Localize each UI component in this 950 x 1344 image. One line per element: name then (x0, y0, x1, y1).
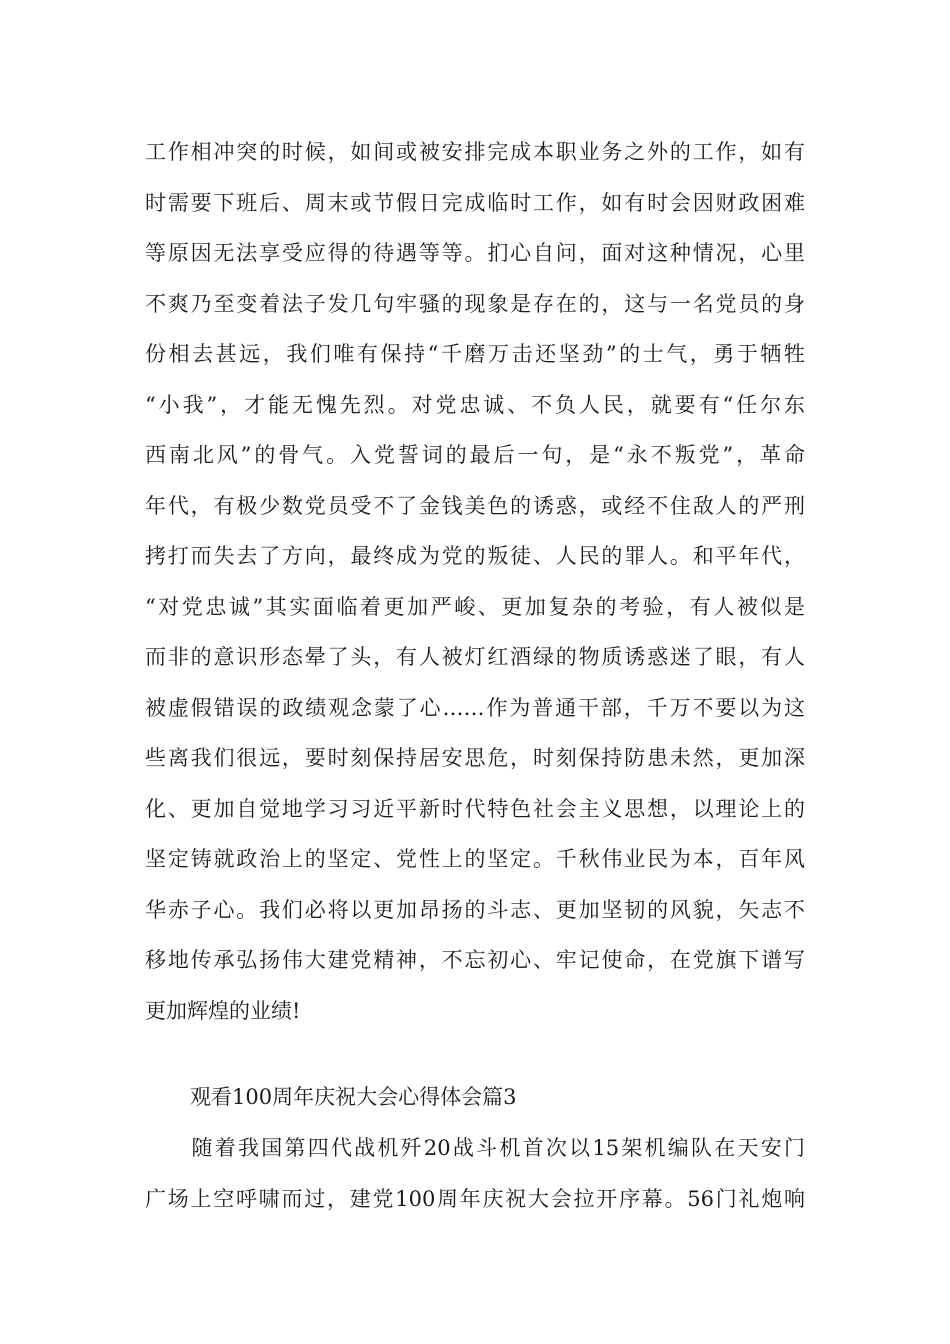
paragraph-line: 西南北风”的骨气。入党誓词的最后一句，是“永不叛党”，革命 (145, 443, 805, 467)
section-heading: 观看100周年庆祝大会心得体会篇3 (190, 1085, 517, 1109)
paragraph-line: 些离我们很远，要时刻保持居安思危，时刻保持防患未然，更加深 (145, 746, 805, 770)
paragraph-line: 工作相冲突的时候，如间或被安排完成本职业务之外的工作，如有 (145, 140, 805, 164)
paragraph-line: 等原因无法享受应得的待遇等等。扪心自问，面对这种情况，心里 (145, 241, 805, 265)
paragraph-line: 化、更加自觉地学习习近平新时代特色社会主义思想，以理论上的 (145, 796, 805, 821)
paragraph-line: “小我”，才能无愧先烈。对党忠诚、不负人民，就要有“任尔东 (145, 392, 805, 417)
paragraph-line: 广场上空呼啸而过，建党100周年庆祝大会拉开序幕。56门礼炮响 (145, 1186, 805, 1211)
body-paragraph-2 (145, 1123, 805, 1224)
paragraph-line: 移地传承弘扬伟大建党精神，不忘初心、牢记使命，在党旗下谱写 (145, 948, 805, 972)
paragraph-line: 更加辉煌的业绩! (145, 998, 301, 1023)
paragraph-line: 时需要下班后、周末或节假日完成临时工作，如有时会因财政困难 (145, 190, 805, 215)
paragraph-line: 坚定铸就政治上的坚定、党性上的坚定。千秋伟业民为本，百年风 (145, 847, 805, 871)
paragraph-line: 不爽乃至变着法子发几句牢骚的现象是存在的，这与一名党员的身 (145, 291, 805, 316)
paragraph-line: 随着我国第四代战机歼20战斗机首次以15架机编队在天安门 (145, 1136, 805, 1160)
paragraph-line: 而非的意识形态晕了头，有人被灯红酒绿的物质诱惑迷了眼，有人 (145, 645, 805, 669)
paragraph-line: 被虚假错误的政绩观念蒙了心……作为普通干部，千万不要以为这 (145, 695, 805, 720)
paragraph-line: 拷打而失去了方向，最终成为党的叛徒、人民的罪人。和平年代， (145, 544, 805, 568)
paragraph-line: 份相去甚远，我们唯有保持“千磨万击还坚劲”的士气，勇于牺牲 (145, 342, 805, 366)
body-paragraph-1 (145, 127, 805, 1036)
paragraph-line: “对党忠诚”其实面临着更加严峻、更加复杂的考验，有人被似是 (145, 594, 805, 619)
paragraph-line: 年代，有极少数党员受不了金钱美色的诱惑，或经不住敌人的严刑 (145, 493, 805, 518)
paragraph-line: 华赤子心。我们必将以更加昂扬的斗志、更加坚韧的风貌，矢志不 (145, 897, 805, 922)
